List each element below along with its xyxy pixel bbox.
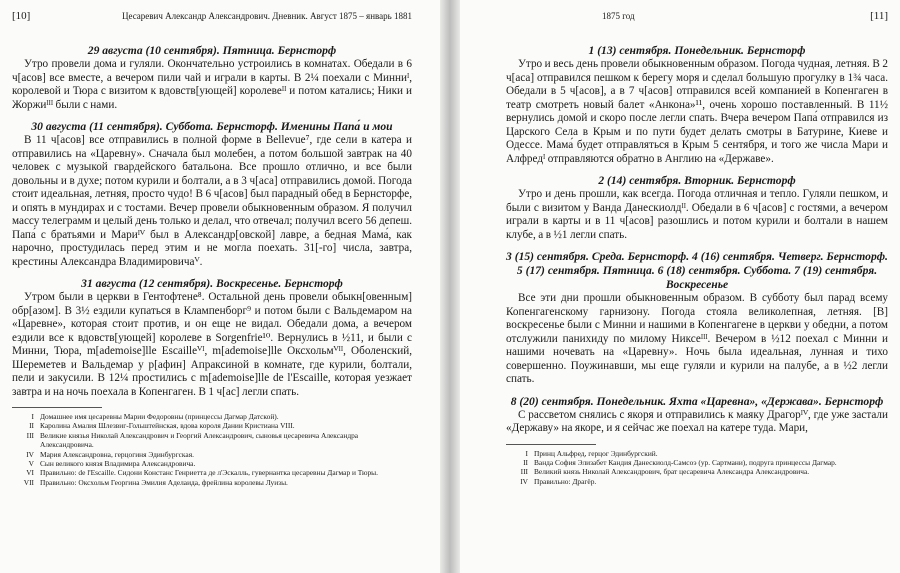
entry-text: В 11 ч[асов] все отправились в полной форме в Bellevue⁷, где сели в катера и отправились на «Царевну». Сначала был молебен, а потом большой завтрак на 40 человек с музыкой гвардейского батальона. Все прошло отлично, и все были довольны и в духе; потом курили и болтали, а в 3 ч[аса] отправились домой. Погода стоит идеальная, летняя, просто чудо! В 6 ч[асов] был парадный обед в Бернсторфе, и опять в мундирах и с тостами. Вечер провели обыкновенным образом. Я получил массу телеграмм и целый день только и делал, что отвечал; получил всего 56 депеш. Папа́ с братьями и Мариᴵⱽ был в Александр[овской] лавре, а бедная Мама́, как нарочно, простудилась перед этим и не могла поехать. 31[-го] числа, завтра, крестины Александра Владимировичаⱽ. <box>12 134 412 268</box>
entry-text: Все эти дни прошли обыкновенным образом. В субботу был парад всему Копенгагенскому гарнизону. Погода стояла великолепная, летняя. [В] воскресенье были с Минни и нашими в Копенгагене в церкви у обедни, а потом отслужили панихиду по милому Никсеᴵᴵᴵ. Вечером в ½12 поехал с Минни и нашими ночевать на «Царевну». Ночь была идеальная, лунная и тихо совершенно. Поужинавши, мы еще гуляли и курили на палубе, а в ½2 легли спать. <box>506 292 888 385</box>
diary-entry <box>506 250 888 387</box>
footnote-mark: VII <box>23 477 34 487</box>
footnote-text: Мария Александровна, герцогиня Эдинбургская. <box>40 449 194 459</box>
footnotes-left <box>12 408 412 487</box>
footnote-mark: III <box>520 467 528 477</box>
footnote <box>12 412 412 421</box>
entry-heading: 30 августа (11 сентября). Суббота. Бернсторф. Именины Папа́ и мои <box>31 120 393 133</box>
diary-entry <box>12 120 412 269</box>
footnote-mark: IV <box>520 476 528 486</box>
footnote-text: Правильно: Оксхольм Георгина Эмилия Аделаида, фрейлина королевы Луизы. <box>40 477 288 487</box>
page-number-left: [10] <box>12 10 31 22</box>
running-title-left: Цесаревич Александр Александрович. Дневник. Август 1875 – январь 1881 <box>121 11 412 21</box>
entry-heading: 1 (13) сентября. Понедельник. Бернсторф <box>588 44 806 57</box>
entry-heading: 2 (14) сентября. Вторник. Бернсторф <box>598 174 796 187</box>
footnote-text: Каролина Амалия Шлезвиг-Гольштейнская, вдова короля Дании Кристиана VIII. <box>40 421 295 431</box>
footnote-mark: III <box>26 430 34 440</box>
entry-text: С рассветом снялись с якоря и отправились к маяку Драгорᴵⱽ, где уже застали «Державу» на якоре, и я сейчас же поехал на катере туда. Мари, <box>506 408 888 434</box>
footnote <box>12 478 412 487</box>
footnote <box>12 450 412 459</box>
footnotes-right <box>506 445 888 487</box>
running-title-right: 1875 год <box>602 11 635 21</box>
footnote-text: Правильно: de l'Escaille. Сидони Констанс Генриетта де л'Эскалль, гувернантка цесаревны Дагмар и Тюры. <box>40 468 378 478</box>
running-head-left <box>12 10 412 22</box>
diary-entry <box>506 395 888 436</box>
footnote-text: Ванда София Элизабет Кандия Данескиолд-Самсоэ (ур. Сартмани), подруга принцессы Дагмар. <box>534 457 837 467</box>
footnote-text: Великие князья Николай Александрович и Георгий Александрович, сыновья цесаревича Александра Александровича. <box>40 430 359 450</box>
footnote-mark: VI <box>26 468 34 478</box>
footnote-text: Сын великого князя Владимира Александровича. <box>40 459 196 469</box>
footnote-text: Великий князь Николай Александрович, брат цесаревича Александра Александровича. <box>534 467 810 477</box>
footnote-text: Домашнее имя цесаревны Марии Федоровны (принцессы Дагмар Датской). <box>40 412 279 421</box>
footnote-text: Принц Альфред, герцог Эдинбургский. <box>534 448 658 458</box>
entry-text: Утро и день прошли, как всегда. Погода отличная и тепло. Гуляли пешком, и были с визитом у Ванда Данескиолдᴵᴵ. Обедали в 6 ч[асов] с гостями, а вечером играли в карты и в 11 ч[асов] разошлись и потом курили и болтали в нашем клубе, а в ½1 легли спать. <box>506 188 888 241</box>
footnote <box>506 449 888 458</box>
diary-entry <box>506 174 888 242</box>
footnote <box>506 477 888 486</box>
running-head-right <box>506 10 888 22</box>
entry-text: Утром были в церкви в Гентофтене⁸. Остальной день провели обыкн[овенным] обр[азом]. В 3½ ездили купаться в Клампенборг⁹ и потом были с Вальдемаром на «Царевне», которая стоит против, и он еще не видал. Обедали дома, а вечером ездили все к вдовств[ующей] королеве в Sorgenfrie¹⁰. Вернулись в ½11, и были с Минни, Тюра, m[ademoise]lle Escailleⱽᴵ, m[ademoise]lle Оксхольмⱽᴵᴵ, Оболенский, Шереметев и Вальдемар у р[афин] Апраксиной в комнате, где курили, болтали, пели и закусили. В 12¼ простились с m[ademoise]lle de l'Escaille, которая уезжает завтра и на ночь поехала в Копенгаген. В 1 ч[ас] легли спать. <box>12 291 412 398</box>
footnote <box>12 431 412 450</box>
footnote-mark: V <box>28 459 34 469</box>
footnote-mark: IV <box>26 449 34 459</box>
entry-heading: 31 августа (12 сентября). Воскресенье. Бернсторф <box>81 277 343 290</box>
footnote <box>506 458 888 467</box>
footnote-mark: II <box>523 457 528 467</box>
footnote-mark: I <box>525 448 528 458</box>
footnote-mark: II <box>29 421 34 431</box>
footnote <box>506 467 888 476</box>
footnote <box>12 421 412 430</box>
entry-heading: 29 августа (10 сентября). Пятница. Бернсторф <box>87 44 337 57</box>
footnote-text: Правильно: Драгёр. <box>534 476 597 486</box>
page-number-right: [11] <box>870 10 888 22</box>
footnote-mark: I <box>31 412 34 421</box>
left-page <box>0 0 440 573</box>
book-gutter <box>440 0 460 573</box>
diary-entry <box>506 44 888 166</box>
diary-entry <box>12 277 412 399</box>
footnote <box>12 468 412 477</box>
entry-text: Утро и весь день провели обыкновенным образом. Погода чудная, летняя. В 2 ч[аса] отправился пешком к берегу моря и сделал большую прогулку в 1¾ часа. Обедали в 5 ч[асов], а в 7 ч[асов] отправился всей компанией в Копенгаген в театр смотреть новый балет «Анкона»¹¹, очень хорошо поставленный. В 11½ вернулись домой и скоро после легли спать. Вчера вечером Папа́ отправился из Царского Села в Крым и по пути будет делать смотры в Батурине, Киеве и Одессе. Мама́ будет отправляться в Крым 5 сентября, и того же числа Мари и Алфредᴵ отправляются обратно в Англию на «Державе». <box>506 58 888 165</box>
entry-heading: 8 (20) сентября. Понедельник. Яхта «Царевна», «Держава». Бернсторф <box>510 394 884 408</box>
entry-text: Утро провели дома и гуляли. Окончательно устроились в комнатах. Обедали в 6 ч[асов] все вместе, а вечером пили чай и играли в карты. В 2¼ поехали с Минниᴵ, королевой и Тюра с визитом к вдовств[ующей] королевеᴵᴵ и потом катались; Ники и Жоржиᴵᴵᴵ были с нами. <box>12 58 412 111</box>
entry-heading: 3 (15) сентября. Среда. Бернсторф. 4 (16) сентября. Четверг. Бернсторф. 5 (17) сентября. Пятница. 6 (18) сентября. Суббота. 7 (19) сентября. Воскресенье <box>506 250 888 291</box>
diary-entry <box>12 44 412 112</box>
right-page <box>460 0 900 573</box>
footnote <box>12 459 412 468</box>
